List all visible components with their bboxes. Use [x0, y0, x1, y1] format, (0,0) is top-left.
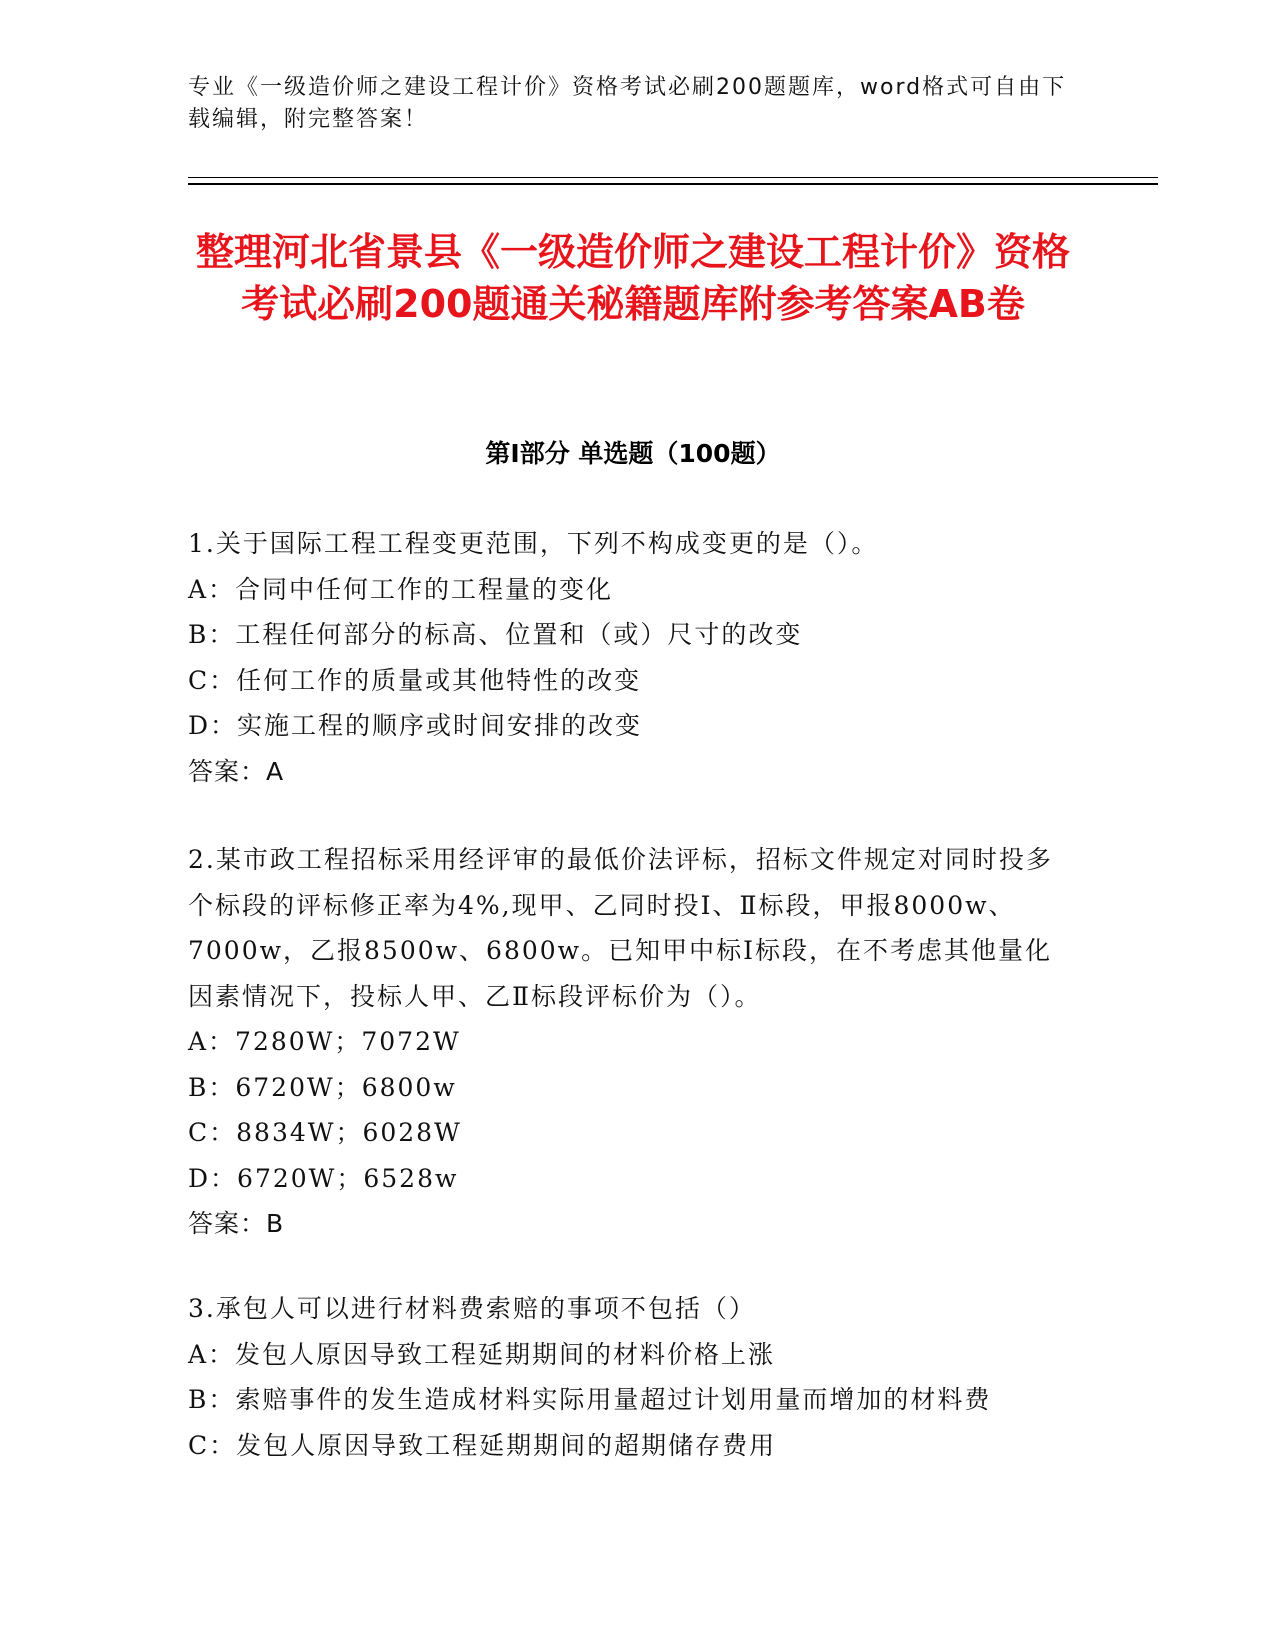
option-a: A：发包人原因导致工程延期期间的材料价格上涨 — [188, 1339, 776, 1369]
option-a: A：7280W；7072W — [188, 1027, 461, 1056]
option-a: A：合同中任何工作的工程量的变化 — [188, 574, 614, 604]
document-title: 整理河北省景县《一级造价师之建设工程计价》资格考试必刷200题通关秘籍题库附参考答案AB卷 — [195, 230, 1070, 326]
question-3 — [188, 1286, 1078, 1468]
header-divider-thick — [188, 183, 1158, 185]
section-heading: 第I部分 单选题（100题） — [485, 439, 781, 468]
question-stem: 2.某市政工程招标采用经评审的最低价法评标，招标文件规定对同时投多个标段的评标修正率为4%,现甲、乙同时投Ⅰ、Ⅱ标段，甲报8000w、7000w，乙报8500w、6800w。已知甲中标Ⅰ标段，在不考虑其他量化因素情况下，投标人甲、乙Ⅱ标段评标价为（）。 — [188, 845, 1053, 1011]
header-divider-thin — [188, 177, 1158, 178]
option-d: D：6720W；6528w — [188, 1163, 459, 1193]
option-b: B：6720W；6800w — [188, 1072, 457, 1102]
question-1 — [188, 521, 1078, 794]
question-2 — [188, 837, 1078, 1247]
option-c: C：发包人原因导致工程延期期间的超期储存费用 — [188, 1430, 777, 1460]
answer: 答案：B — [188, 1209, 285, 1238]
header-note: 专业《一级造价师之建设工程计价》资格考试必刷200题题库，word格式可自由下载编辑，附完整答案！ — [188, 75, 1067, 132]
option-d: D：实施工程的顺序或时间安排的改变 — [188, 711, 643, 740]
question-stem: 1.关于国际工程工程变更范围，下列不构成变更的是（）。 — [188, 529, 879, 558]
answer: 答案：A — [188, 756, 285, 786]
question-stem: 3.承包人可以进行材料费索赔的事项不包括（） — [188, 1294, 756, 1323]
option-c: C：8834W；6028W — [188, 1118, 462, 1147]
option-b: B：工程任何部分的标高、位置和（或）尺寸的改变 — [188, 620, 803, 649]
option-b: B：索赔事件的发生造成材料实际用量超过计划用量而增加的材料费 — [188, 1385, 992, 1414]
option-c: C：任何工作的质量或其他特性的改变 — [188, 665, 642, 695]
